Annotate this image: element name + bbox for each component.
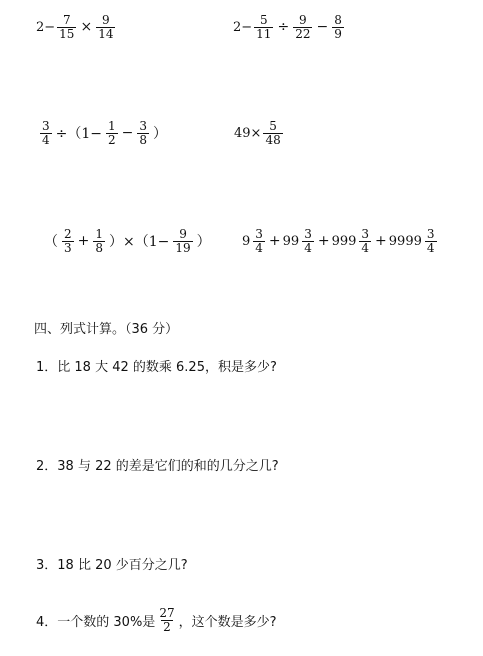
- expr-3: [38, 120, 169, 146]
- question-4: [36, 607, 277, 633]
- fraction: $\frac{5}{11}$: [256, 13, 272, 41]
- mixed-number: 99 $\frac{3}{4}$: [282, 227, 312, 255]
- fraction: $\frac{3}{8}$: [139, 119, 148, 147]
- operator: ÷: [277, 19, 290, 36]
- expr-2-lead: 2−: [233, 19, 253, 35]
- question-3: 3．18 比 20 少百分之几?: [36, 558, 188, 573]
- expr-1-lead: 2−: [36, 19, 56, 35]
- operator: −: [121, 125, 134, 142]
- fraction: $\frac{3}{4}$: [42, 119, 50, 147]
- fraction: $\frac{27}{2}$: [159, 606, 175, 634]
- section-title: 四、列式计算。（36 分）: [34, 322, 179, 337]
- fraction: $\frac{9}{22}$: [295, 13, 311, 41]
- open-paren: （: [44, 234, 58, 251]
- operator: ）×（1−: [109, 234, 170, 251]
- operator: +: [77, 233, 90, 250]
- fraction: $\frac{1}{2}$: [108, 119, 116, 147]
- operator: −: [316, 19, 329, 36]
- fraction: $\frac{5}{48}$: [265, 119, 281, 147]
- expr-6: [242, 228, 439, 254]
- fraction: $\frac{1}{8}$: [95, 227, 104, 255]
- operator: +: [268, 233, 281, 250]
- expr-2: [233, 14, 346, 40]
- expr-4-lead: 49×: [234, 125, 262, 141]
- question-1: 1．比 18 大 42 的数乘 6.25，积是多少?: [36, 360, 277, 375]
- question-2: 2．38 与 22 的差是它们的和的几分之几?: [36, 459, 279, 474]
- close-paren: ）: [153, 126, 168, 143]
- fraction: $\frac{9}{14}$: [98, 13, 114, 41]
- expr-4: [234, 120, 285, 146]
- fraction: $\frac{7}{15}$: [59, 13, 75, 41]
- operator: +: [317, 233, 330, 250]
- question-4-text-b: ，这个数是多少?: [178, 614, 277, 630]
- mixed-number: 9999 $\frac{3}{4}$: [388, 227, 435, 255]
- operator: ×: [80, 19, 93, 36]
- expr-1: [36, 14, 117, 40]
- operator: ÷（1−: [55, 126, 103, 143]
- close-paren: ）: [196, 234, 211, 251]
- expr-5: [42, 228, 213, 254]
- fraction: $\frac{9}{19}$: [175, 227, 191, 255]
- operator: +: [375, 233, 387, 250]
- question-4-text-a: 4．一个数的 30%是: [36, 614, 156, 630]
- fraction: $\frac{8}{9}$: [334, 13, 342, 41]
- mixed-number: 9 $\frac{3}{4}$: [242, 227, 263, 255]
- mixed-number: 999 $\frac{3}{4}$: [331, 227, 370, 255]
- fraction: $\frac{2}{3}$: [64, 227, 72, 255]
